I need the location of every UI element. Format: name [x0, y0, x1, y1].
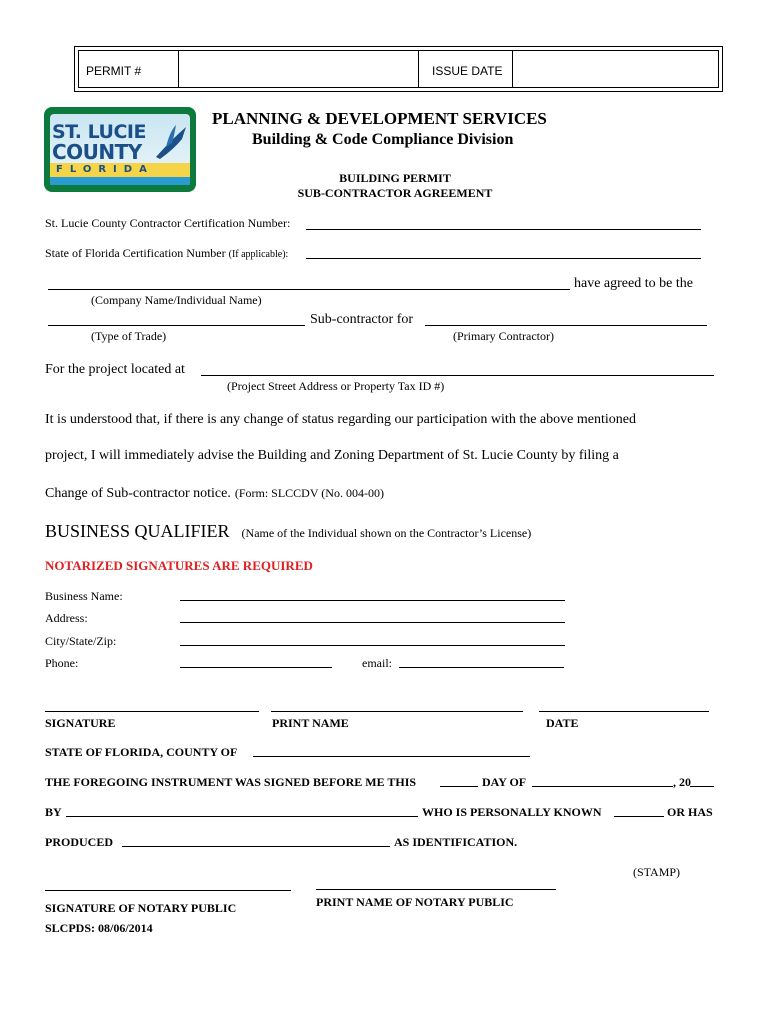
by-name-field[interactable] [66, 816, 418, 817]
address-label: Address: [45, 611, 88, 625]
foregoing-text: THE FOREGOING INSTRUMENT WAS SIGNED BEFORE ME THIS [45, 775, 417, 789]
phone-label: Phone: [45, 656, 79, 670]
year-field[interactable] [690, 786, 714, 787]
city-state-zip-label: City/State/Zip: [45, 634, 117, 648]
by-text: BY [45, 805, 62, 819]
address-field[interactable] [180, 622, 565, 623]
permit-number-field[interactable] [178, 51, 419, 87]
email-field[interactable] [399, 667, 564, 668]
signature-label: SIGNATURE [45, 716, 116, 730]
business-name-label: Business Name: [45, 589, 123, 603]
division-title: Building & Code Compliance Division [252, 131, 514, 148]
issue-date-field[interactable] [512, 51, 718, 87]
email-label: email: [362, 656, 392, 670]
subcontractor-for-text: Sub-contractor for [310, 312, 414, 327]
personally-known-text: WHO IS PERSONALLY KNOWN [422, 805, 602, 819]
sailfish-icon [152, 121, 190, 161]
produced-text: PRODUCED [45, 835, 113, 849]
identification-field[interactable] [122, 846, 390, 847]
doc-title-2: SUB-CONTRACTOR AGREEMENT [297, 186, 493, 200]
day-field[interactable] [440, 786, 478, 787]
notary-print-name-label: PRINT NAME OF NOTARY PUBLIC [316, 895, 514, 909]
doc-title-1: BUILDING PERMIT [339, 171, 451, 185]
phone-field[interactable] [180, 667, 332, 668]
paragraph-line-1: It is understood that, if there is any change of status regarding our participation with the above mentioned [45, 412, 636, 427]
as-identification-text: AS IDENTIFICATION. [394, 835, 518, 849]
state-cert-field[interactable] [306, 258, 701, 259]
print-name-label: PRINT NAME [272, 716, 349, 730]
date-label: DATE [546, 716, 579, 730]
primary-contractor-field[interactable] [425, 325, 707, 326]
have-agreed-text: have agreed to be the [574, 276, 693, 291]
business-qualifier-heading: BUSINESS QUALIFIER (Name of the Individual shown on the Contractor’s License) [45, 521, 532, 541]
date-field[interactable] [539, 711, 709, 712]
issue-date-label: ISSUE DATE [432, 64, 503, 78]
project-address-field[interactable] [201, 375, 714, 376]
city-state-zip-field[interactable] [180, 645, 565, 646]
county-cert-label: St. Lucie County Contractor Certification Number: [45, 216, 291, 230]
paragraph-line-2: project, I will immediately advise the Building and Zoning Department of St. Lucie County by filing a [45, 448, 619, 463]
state-county-label: STATE OF FLORIDA, COUNTY OF [45, 745, 238, 759]
company-name-field[interactable] [48, 289, 570, 290]
form-reference: (Form: SLCCDV (No. 004-00) [234, 486, 384, 500]
permit-label: PERMIT # [86, 64, 142, 78]
print-name-field[interactable] [271, 711, 523, 712]
state-cert-label: State of Florida Certification Number (If applicable): [45, 246, 289, 260]
notary-signature-field[interactable] [45, 890, 291, 891]
permit-table [74, 46, 723, 92]
business-name-field[interactable] [180, 600, 565, 601]
qualifier-note: (Name of the Individual shown on the Contractor’s License) [241, 526, 532, 540]
county-cert-field[interactable] [306, 229, 701, 230]
company-caption: (Company Name/Individual Name) [91, 293, 262, 307]
signature-field[interactable] [45, 711, 259, 712]
day-of-text: DAY OF [482, 775, 527, 789]
month-field[interactable] [532, 786, 673, 787]
notary-signature-label: SIGNATURE OF NOTARY PUBLIC [45, 901, 237, 915]
stamp-label: (STAMP) [633, 865, 681, 879]
page-title: PLANNING & DEVELOPMENT SERVICES [212, 109, 547, 128]
project-located-text: For the project located at [45, 362, 185, 377]
year-text: , 20 [673, 775, 691, 789]
county-field[interactable] [253, 756, 530, 757]
form-code: SLCPDS: 08/06/2014 [45, 921, 153, 935]
paragraph-line-3: Change of Sub-contractor notice. (Form: SLCCDV (No. 004-00) [45, 486, 384, 501]
st-lucie-county-logo: ST. LUCIE COUNTY FLORIDA [44, 107, 196, 192]
trade-caption: (Type of Trade) [91, 329, 167, 343]
permit-label-cell [79, 51, 179, 87]
issue-date-label-cell [418, 51, 513, 87]
notary-print-name-field[interactable] [316, 889, 556, 890]
trade-field[interactable] [48, 325, 305, 326]
primary-caption: (Primary Contractor) [453, 329, 554, 343]
address-caption: (Project Street Address or Property Tax ID #) [227, 379, 445, 393]
or-has-text: OR HAS [667, 805, 713, 819]
notarized-warning: NOTARIZED SIGNATURES ARE REQUIRED [45, 558, 313, 573]
personally-known-field[interactable] [614, 816, 664, 817]
